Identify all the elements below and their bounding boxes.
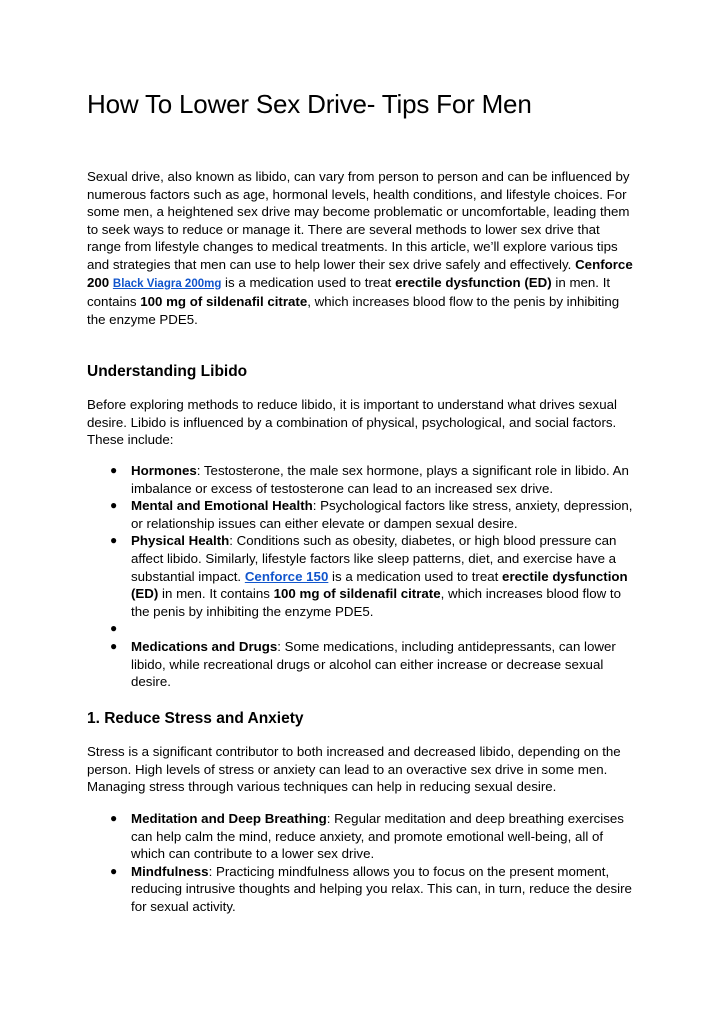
bullet-icon: ● — [110, 621, 118, 636]
list-item-text: : Psychological factors like stress, anxiety, depression, or relationship issues can either elevate or dampen sexual desire. — [131, 498, 633, 531]
list-item-medications — [87, 638, 635, 691]
bullet-icon: ● — [110, 811, 118, 825]
list-item-text-2: is a medication used to treat — [328, 568, 503, 584]
stress-techniques-list — [87, 810, 635, 916]
list-item-text: : Practicing mindfulness allows you to focus on the present moment, reducing intrusive thoughts and helping you relax. This can, in turn, reduce the desire for sexual activity. — [131, 863, 632, 914]
intro-text-4: , which increases blood flow to the penis by inhibiting the enzyme PDE5. — [87, 294, 620, 327]
intro-bold-cenforce: Cenforce 200 — [87, 256, 633, 290]
list-item-physical-health — [87, 532, 635, 620]
list-item-bold-ed: erectile dysfunction (ED) — [131, 568, 628, 602]
black-viagra-link[interactable]: Black Viagra 200mg — [112, 277, 222, 290]
list-item-mental-health — [87, 497, 635, 532]
list-item-text: : Regular meditation and deep breathing exercises can help calm the mind, reduce anxiety, and promote emotional well-being, all of which can contribute to a lower sex drive. — [131, 811, 624, 862]
bullet-icon: ● — [110, 463, 118, 477]
stress-paragraph: Stress is a significant contributor to both increased and decreased libido, depending on the person. High levels of stress or anxiety can lead to an overactive sex drive in some men. Managing stress through various techniques can help in reducing sexual desire. — [87, 744, 621, 795]
list-item-text-4: , which increases blood flow to the penis by inhibiting the enzyme PDE5. — [131, 586, 621, 619]
bullet-icon: ● — [110, 638, 118, 653]
bullet-icon: ● — [110, 863, 118, 878]
intro-text-3: in men. It contains — [87, 274, 611, 310]
list-item-meditation — [87, 810, 635, 863]
list-item-text-3: in men. It contains — [158, 586, 274, 602]
list-item-mindfulness — [87, 863, 635, 916]
intro-text-2: is a medication used to treat — [221, 274, 396, 290]
intro-bold-ed: erectile dysfunction (ED) — [395, 274, 552, 290]
section-heading-understanding-libido: Understanding Libido — [87, 363, 248, 380]
intro-bold-sildenafil: 100 mg of sildenafil citrate — [140, 294, 308, 310]
intro-text: Sexual drive, also known as libido, can vary from person to person and can be influenced by numerous factors such as age, hormonal levels, health conditions, and lifestyle choices. For some men, a heightened sex drive may become problematic or uncomfortable, leading them to seek ways to reduce or manage it. There are several methods to lower sex drive that range from lifestyle changes to medical treatments. In this article, we’ll explore various tips and strategies that men can use to help lower their sex drive safely and effectively. — [87, 169, 630, 272]
intro-paragraph — [87, 168, 635, 328]
bullet-icon: ● — [110, 533, 118, 548]
list-item-text: : Testosterone, the male sex hormone, plays a significant role in libido. An imbalance or excess of testosterone can lead to an increased sex drive. — [131, 463, 629, 496]
section-heading-reduce-stress: 1. Reduce Stress and Anxiety — [87, 710, 304, 727]
libido-factors-list — [87, 462, 635, 691]
list-item-empty — [87, 620, 635, 638]
list-item-bold-sildenafil: 100 mg of sildenafil citrate — [273, 586, 441, 602]
list-item-text: : Conditions such as obesity, diabetes, or high blood pressure can affect libido. Similarly, lifestyle factors like sleep patterns, diet, and exercise have a substantial impact. — [131, 533, 617, 584]
page-title: How To Lower Sex Drive- Tips For Men — [87, 89, 532, 119]
list-item-label: Meditation and Deep Breathing — [131, 811, 327, 826]
bullet-icon: ● — [110, 498, 118, 513]
list-item-label: Medications and Drugs — [131, 638, 278, 654]
list-item-label: Mindfulness — [131, 863, 209, 879]
list-item-hormones — [87, 462, 635, 497]
cenforce-150-link[interactable]: Cenforce 150 — [244, 568, 329, 584]
list-item-label: Mental and Emotional Health — [131, 498, 313, 514]
list-item-label: Hormones — [131, 463, 197, 478]
libido-paragraph: Before exploring methods to reduce libido, it is important to understand what drives sexual desire. Libido is influenced by a combination of physical, psychological, and social factors. These include: — [87, 397, 617, 448]
list-item-text: : Some medications, including antidepressants, can lower libido, while recreational drugs or alcohol can either increase or decrease sexual desire. — [131, 638, 616, 690]
list-item-label: Physical Health — [131, 533, 230, 549]
